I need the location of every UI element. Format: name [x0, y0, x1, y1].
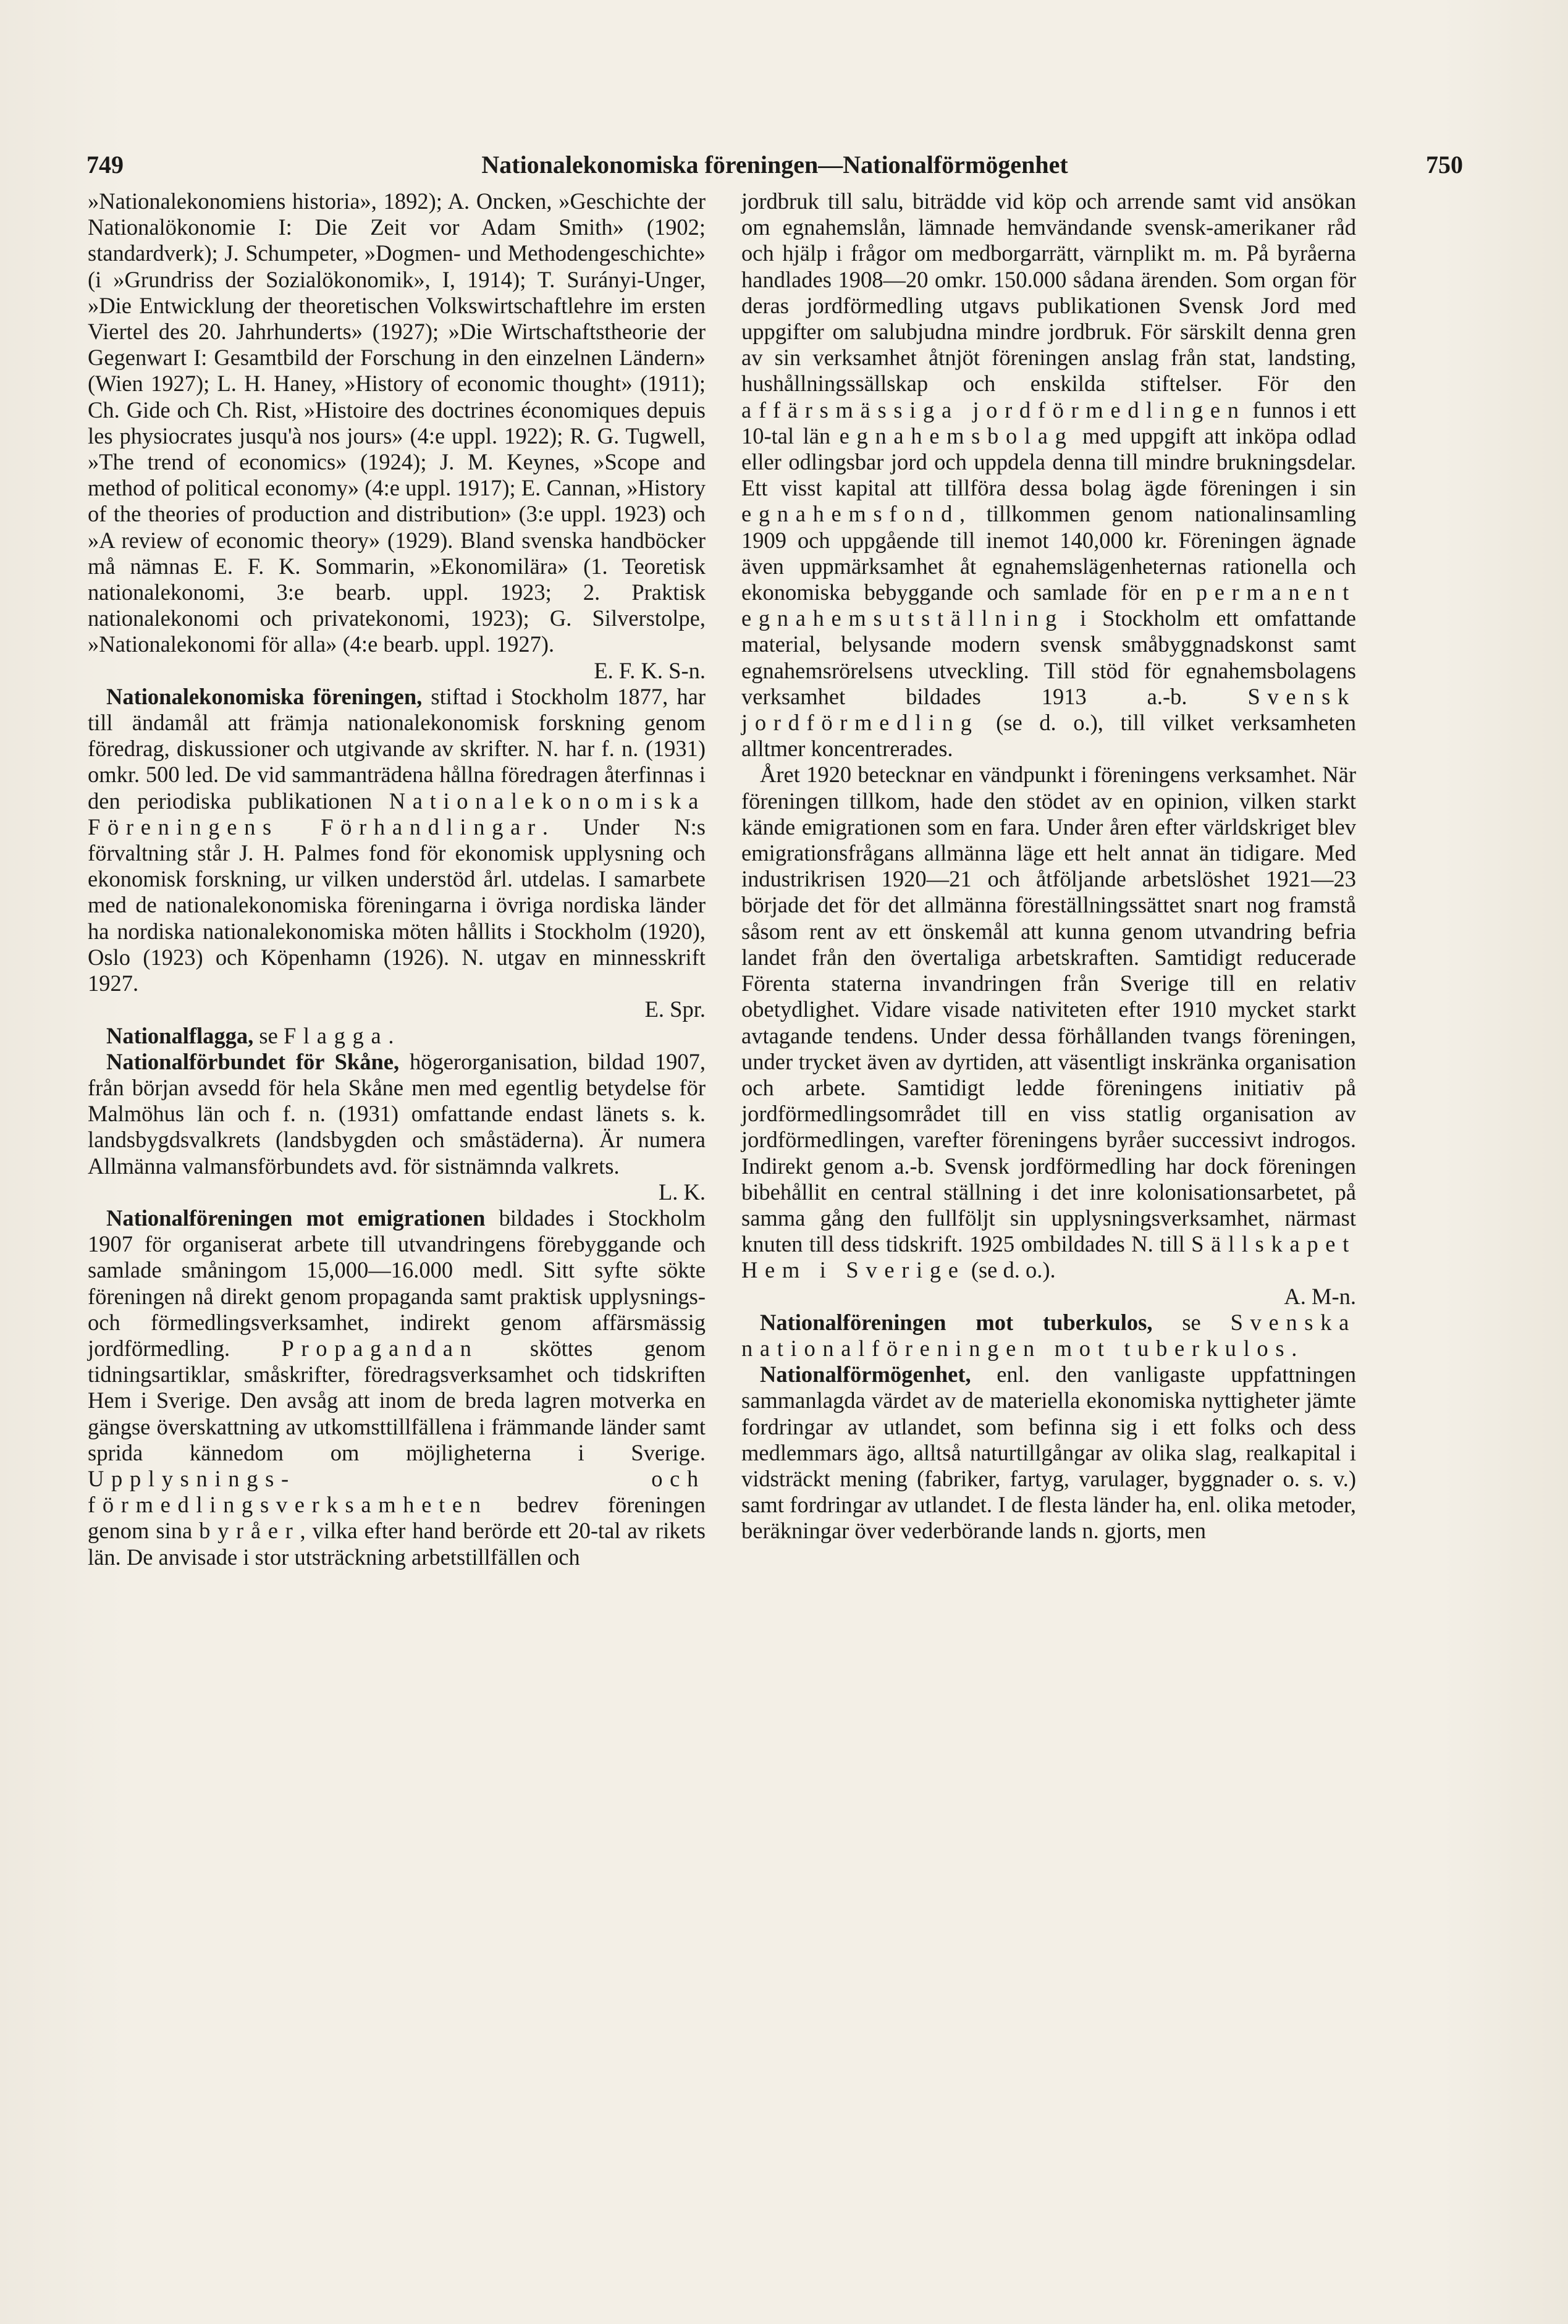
- entry-headword: Nationalförmögenhet,: [760, 1362, 971, 1387]
- running-title: Nationalekonomiska föreningen—Nationalförmögenhet: [481, 151, 1068, 179]
- author-signature: E. Spr.: [644, 996, 706, 1022]
- entry-headword: Nationalföreningen mot tuberkulos,: [760, 1309, 1153, 1335]
- running-header: [86, 143, 1463, 187]
- entry-nationalekonomiska-foreningen: Nationalekonomiska föreningen, stiftad i Stockholm 1877, har till ändamål att främja nationalekonomisk forskning genom föredrag, diskussioner och utgivande av skrifter. N. har f. n. (1931) omkr. 500 led. De vid sammanträdena hållna föredragen återfinnas i den periodiska publikationen Nationalekonomiska Föreningens Förhandlingar. Under N:s förvaltning står J. H. Palmes fond för ekonomisk upplysning och ekonomisk forskning, ur vilken understöd årl. utdelas. I samarbete med de nationalekonomiska föreningarna i övriga nordiska länder ha nordiska nationalekonomiska möten hållits i Stockholm (1920), Oslo (1923) och Köpenhamn (1926). N. utgav en minnesskrift 1927. E. Spr.: [88, 683, 706, 1022]
- bibliography-paragraph: »Nationalekonomiens historia», 1892); A. Oncken, »Geschichte der Nationalökonomie I: Die Zeit vor Adam Smith» (1902; standardverk); J. Schumpeter, »Dogmen- und Methodengeschichte» (i »Grundriss der Sozialökonomik», I, 1914); T. Surányi-Unger, »Die Entwicklung der theoretischen Volkswirtschaftlehre im ersten Viertel des 20. Jahrhunderts» (1927); »Die Wirtschaftstheorie der Gegenwart I: Gesamtbild der Forschung in den einzelnen Ländern» (Wien 1927); L. H. Haney, »History of economic thought» (1911); Ch. Gide och Ch. Rist, »Histoire des doctrines économiques depuis les physiocrates jusqu'à nos jours» (4:e uppl. 1922); R. G. Tugwell, »The trend of economics» (1924); J. M. Keynes, »Scope and method of political economy» (4:e uppl. 1917); E. Cannan, »History of the theories of production and distribution» (3:e uppl. 1923) och »A review of economic theory» (1929). Bland svenska handböcker må nämnas E. F. K. Sommarin, »Ekonomilära» (1. Teoretisk nationalekonomi, 3:e bearb. uppl. 1923; 2. Praktisk nationalekonomi och privatekonomi, 1923); G. Silverstolpe, »Nationalekonomi för alla» (4:e bearb. uppl. 1927). E. F. K. S-n.: [88, 188, 706, 683]
- entry-headword: Nationalföreningen mot emigrationen: [106, 1205, 486, 1231]
- paragraph-1920: Året 1920 betecknar en vändpunkt i föreningens verksamhet. När föreningen tillkom, hade den stödet av en opinion, vilken starkt kände emigrationen som en fara. Under åren efter världskriget blev emigrationsfrågans allmänna läge ett helt annat än tidigare. Med industrikrisen 1920—21 och åtföljande arbetslöshet 1921—23 började det för det allmänna föreställningssättet snart nog framstå såsom rent av ett önskemål att kunna genom utvandring befria landet från den övertaliga arbetskraften. Samtidigt reducerade Förenta staterna invandringen från Sverige till en relativ obetydlighet. Vidare visade nativiteten efter 1910 mycket starkt avtagande tendens. Under dessa förhållanden tvangs föreningen, under trycket även av dyrtiden, att väsentligt inskränka organisation och arbete. Samtidigt ledde föreningens initiativ på jordförmedlingsområdet till en viss statlig organisation av jordförmedlingen, varefter föreningens byråer successivt indrogos. Indirekt genom a.-b. Svensk jordförmedling har dock föreningen bibehållit en central ställning i det inre kolonisationsarbetet, på samma gång den fullföljt sin upplysningsverksamhet, närmast knuten till dess tidskrift. 1925 ombildades N. till Sällskapet Hem i Sverige (se d. o.). A. M-n.: [741, 762, 1356, 1309]
- author-signature: A. M-n.: [1284, 1283, 1356, 1309]
- page-number-right: 750: [1426, 151, 1463, 179]
- left-column: [88, 188, 706, 1570]
- entry-nationalforeningen-mot-tuberkulos: Nationalföreningen mot tuberkulos, se Svenska nationalföreningen mot tuberkulos.: [741, 1309, 1356, 1361]
- entry-nationalforbundet: Nationalförbundet för Skåne, högerorganisation, bildad 1907, från början avsedd för hela Skåne men med egentlig betydelse för Malmöhus län och f. n. (1931) omfattande endast länets s. k. landsbygdsvalkrets (landsbygden och småstäderna). Är numera Allmänna valmansförbundets avd. för sistnämnda valkrets. L. K.: [88, 1048, 706, 1205]
- entry-nationalformogenhet: Nationalförmögenhet, enl. den vanligaste uppfattningen sammanlagda värdet av de materiella ekonomiska nyttigheter jämte fordringar av utlandet, som befinna sig i ett folks och dess medlemmars ägo, alltså naturtillgångar av olika slag, realkapital i vidsträckt mening (fabriker, fartyg, varulager, byggnader o. s. v.) samt fordringar av utlandet. I de flesta länder ha, enl. olika metoder, beräkningar över vederbörande lands n. gjorts, men: [741, 1362, 1356, 1544]
- page-number-left: 749: [86, 151, 124, 179]
- author-signature: E. F. K. S-n.: [594, 657, 706, 683]
- entry-nationalforeningen-mot-emigrationen: Nationalföreningen mot emigrationen bildades i Stockholm 1907 för organiserat arbete till utvandringens förebyggande och samlade småningom 15,000—16.000 medl. Sitt syfte sökte föreningen nå direkt genom propaganda samt praktisk upplysnings- och förmedlingsverksamhet, indirekt genom affärsmässig jordförmedling. Propagandan sköttes genom tidningsartiklar, småskrifter, föredragsverksamhet och tidskriften Hem i Sverige. Den avsåg att inom de breda lagren motverka en gängse överskattning av utkomsttillfällena i främmande länder samt sprida kännedom om möjligheterna i Sverige. Upplysnings- och förmedlingsverksamheten bedrev föreningen genom sina byråer, vilka efter hand berörde ett 20-tal av rikets län. De anvisade i stor utsträckning arbetstillfällen och: [88, 1205, 706, 1570]
- right-column: [741, 188, 1356, 1544]
- entry-headword: Nationalflagga,: [106, 1022, 254, 1048]
- author-signature: L. K.: [658, 1179, 706, 1205]
- entry-nationalflagga: Nationalflagga, se Flagga.: [106, 1022, 394, 1048]
- continued-paragraph: jordbruk till salu, biträdde vid köp och arrende samt vid ansökan om egnahemslån, lämnade hemvändande svensk-amerikaner råd och hjälp i frågor om medborgarrätt, värnplikt m. m. På byråerna handlades 1908—20 omkr. 150.000 sådana ärenden. Som organ för deras jordförmedling utgavs publikationen Svensk Jord med uppgifter om salubjudna mindre jordbruk. För särskilt denna gren av sin verksamhet åtnjöt föreningen anslag från stat, landsting, hushållningssällskap och enskilda stiftelser. För den affärsmässiga jordförmedlingen funnos i ett 10-tal län egnahemsbolag med uppgift att inköpa odlad eller odlingsbar jord och uppdela denna till mindre brukningsdelar. Ett visst kapital att tillföra dessa bolag ägde föreningen i sin egnahemsfond, tillkommen genom nationalinsamling 1909 och uppgående till inemot 140,000 kr. Föreningen ägnade även uppmärksamhet åt egnahemslägenheternas rationella och ekonomiska bebyggande och samlade för en permanent egnahemsutställning i Stockholm ett omfattande material, belysande modern svensk småbyggnadskonst samt egnahemsrörelsens utveckling. Till stöd för egnahemsbolagens verksamhet bildades 1913 a.-b. Svensk jordförmedling (se d. o.), till vilket verksamheten alltmer koncentrerades.: [741, 188, 1356, 762]
- entry-headword: Nationalförbundet för Skåne,: [106, 1048, 400, 1074]
- entry-headword: Nationalekonomiska föreningen,: [106, 683, 423, 709]
